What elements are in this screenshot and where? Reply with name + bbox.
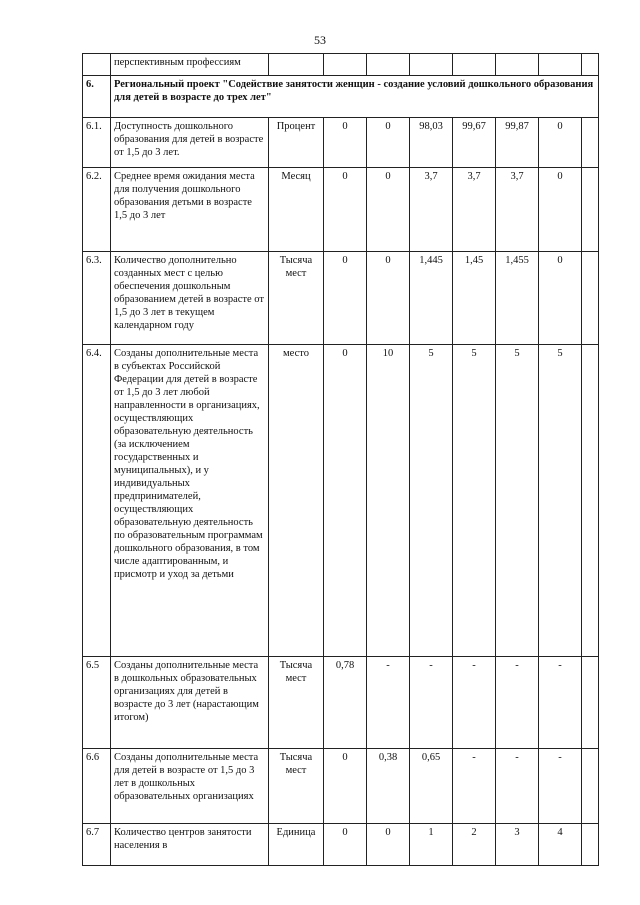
value-cell: -	[496, 749, 539, 824]
value-cell: 2	[453, 824, 496, 866]
table-body	[83, 54, 599, 866]
value-cell: 3	[496, 824, 539, 866]
value-cell: 98,03	[410, 118, 453, 168]
value-cell: -	[539, 749, 582, 824]
row-number-cell: 6.1.	[83, 118, 111, 168]
value-cell: 3,7	[496, 168, 539, 252]
table-row	[83, 54, 599, 76]
value-cell	[582, 118, 599, 168]
value-cell: 5	[453, 345, 496, 657]
unit-cell: место	[269, 345, 324, 657]
indicator-cell: Доступность дошкольного образования для детей в возрасте от 1,5 до 3 лет.	[111, 118, 269, 168]
section-row	[83, 76, 599, 118]
value-cell: 5	[539, 345, 582, 657]
table-row	[83, 168, 599, 252]
value-cell: 0,65	[410, 749, 453, 824]
section-title: Региональный проект "Содействие занятости женщин - создание условий дошкольного образования для детей в возрасте до трех лет"	[111, 76, 599, 118]
value-cell	[582, 168, 599, 252]
value-cell: 10	[367, 345, 410, 657]
value-cell: 0	[367, 252, 410, 345]
indicator-cell: перспективным профессиям	[111, 54, 269, 76]
unit-cell: Единица	[269, 824, 324, 866]
unit-cell: Тысяча мест	[269, 657, 324, 749]
value-cell: 0,38	[367, 749, 410, 824]
section-number: 6.	[83, 76, 111, 118]
value-cell: 1,445	[410, 252, 453, 345]
unit-cell: Месяц	[269, 168, 324, 252]
indicator-cell: Созданы дополнительные места в субъектах Российской Федерации для детей в возрасте от 1,5 до 3 лет любой направленности в организациях, осуществляющих образовательную деятельность (за исключением государственных и муниципальных), и у индивидуальных предпринимателей, осуществляющих образовательную деятельность по образовательным программам дошкольного образования, в том числе адаптированным, и присмотр и уход за детьми	[111, 345, 269, 657]
value-cell: 0	[539, 118, 582, 168]
indicator-cell: Созданы дополнительные места в дошкольных образовательных организациях для детей в возрасте до 3 лет (нарастающим итогом)	[111, 657, 269, 749]
row-number-cell: 6.2.	[83, 168, 111, 252]
value-cell: 0	[539, 168, 582, 252]
row-number-cell: 6.4.	[83, 345, 111, 657]
value-cell: 3,7	[410, 168, 453, 252]
value-cell: 0	[324, 252, 367, 345]
value-cell: 99,87	[496, 118, 539, 168]
table-row	[83, 252, 599, 345]
value-cell: 5	[496, 345, 539, 657]
value-cell: -	[539, 657, 582, 749]
value-cell: -	[367, 657, 410, 749]
unit-cell: Процент	[269, 118, 324, 168]
table-row	[83, 118, 599, 168]
row-number-cell	[83, 54, 111, 76]
table-row	[83, 345, 599, 657]
value-cell: 0	[324, 824, 367, 866]
value-cell: -	[410, 657, 453, 749]
value-cell: 99,67	[453, 118, 496, 168]
table-row	[83, 824, 599, 866]
row-number-cell: 6.6	[83, 749, 111, 824]
value-cell: 4	[539, 824, 582, 866]
value-cell: 0	[367, 824, 410, 866]
row-number-cell: 6.3.	[83, 252, 111, 345]
value-cell: 1,455	[496, 252, 539, 345]
row-number-cell: 6.7	[83, 824, 111, 866]
value-cell: -	[453, 657, 496, 749]
value-cell: 0	[324, 749, 367, 824]
value-cell	[582, 345, 599, 657]
value-cell: 5	[410, 345, 453, 657]
indicator-cell: Среднее время ожидания места для получения дошкольного образования детьми в возрасте 1,5 до 3 лет	[111, 168, 269, 252]
unit-cell: Тысяча мест	[269, 252, 324, 345]
value-cell	[582, 749, 599, 824]
value-cell: 0	[367, 118, 410, 168]
page-number: 53	[314, 33, 326, 47]
value-cell: 3,7	[453, 168, 496, 252]
value-cell: 0	[324, 168, 367, 252]
value-cell	[582, 252, 599, 345]
indicator-cell: Количество дополнительно созданных мест с целью обеспечения дошкольным образованием детей в возрасте от 1,5 до 3 лет в текущем календарном году	[111, 252, 269, 345]
value-cell: 0,78	[324, 657, 367, 749]
indicator-cell: Количество центров занятости населения в	[111, 824, 269, 866]
value-cell	[582, 824, 599, 866]
value-cell: 0	[324, 118, 367, 168]
indicator-cell: Созданы дополнительные места для детей в возрасте от 1,5 до 3 лет в дошкольных образовательных организациях	[111, 749, 269, 824]
table-row	[83, 657, 599, 749]
value-cell: 1	[410, 824, 453, 866]
value-cell: 0	[324, 345, 367, 657]
table-row	[83, 749, 599, 824]
value-cell: 0	[367, 168, 410, 252]
value-cell: -	[496, 657, 539, 749]
row-number-cell: 6.5	[83, 657, 111, 749]
value-cell: -	[453, 749, 496, 824]
unit-cell: Тысяча мест	[269, 749, 324, 824]
value-cell: 1,45	[453, 252, 496, 345]
value-cell	[582, 657, 599, 749]
indicators-table	[82, 53, 599, 866]
value-cell: 0	[539, 252, 582, 345]
